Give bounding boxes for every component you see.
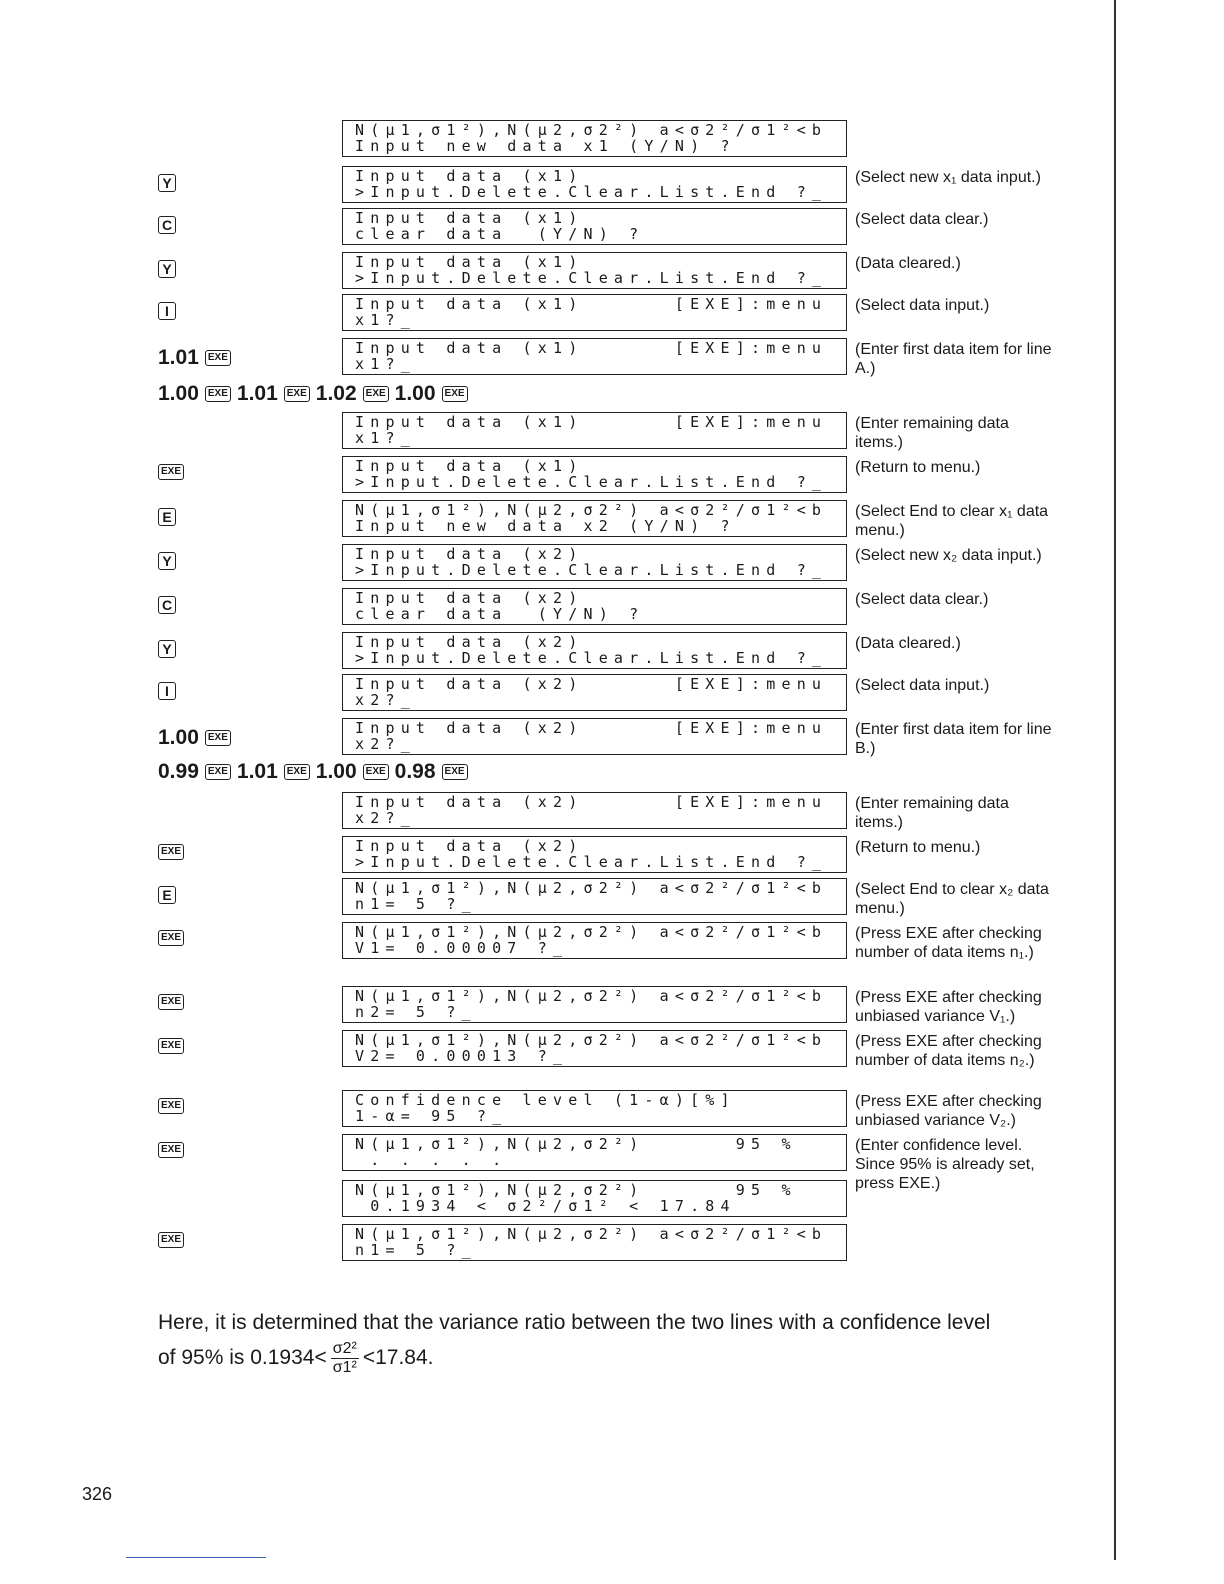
lcd-line: x2?_ — [355, 735, 416, 753]
key-sequence — [158, 174, 176, 192]
step-comment: (Data cleared.) — [855, 635, 961, 652]
lcd-line: Input data (x1) — [355, 167, 584, 185]
key-c-icon: C — [158, 216, 176, 234]
key-sequence — [158, 216, 176, 234]
lcd-line: Input data (x2) — [355, 837, 584, 855]
lcd-line: 0.1934 < σ2²/σ1² < 17.84 — [355, 1197, 736, 1215]
key-sequence — [158, 346, 231, 370]
step-comment: (Press EXE after checking unbiased variance V₁.) — [855, 989, 1042, 1025]
key-sequence — [158, 552, 176, 570]
key-entry-value: 1.00 — [158, 382, 199, 405]
key-exe-icon: EXE — [205, 386, 231, 402]
lcd-line: Input data (x2) — [355, 545, 584, 563]
lcd-display — [342, 294, 847, 331]
lcd-display — [342, 922, 847, 959]
lcd-line: N(μ1,σ1²),N(μ2,σ2²) 95 % — [355, 1135, 797, 1153]
lcd-line: Input data (x2) [EXE]:menu — [355, 793, 828, 811]
lcd-line: x2?_ — [355, 691, 416, 709]
key-e-icon: E — [158, 508, 176, 526]
key-c-icon: C — [158, 596, 176, 614]
key-exe-icon: EXE — [284, 764, 310, 780]
lcd-line: N(μ1,σ1²),N(μ2,σ2²) a<σ2²/σ1²<b — [355, 1031, 828, 1049]
step-comment: (Data cleared.) — [855, 255, 961, 272]
lcd-display — [342, 456, 847, 493]
step-comment: (Press EXE after checking number of data items n₂.) — [855, 1033, 1042, 1069]
key-sequence — [158, 302, 176, 320]
step-comment: (Enter first data item for line B.) — [855, 721, 1052, 757]
data-entry-sequence — [158, 760, 468, 784]
key-sequence — [158, 640, 176, 658]
lcd-display — [342, 1090, 847, 1127]
key-entry-value: 1.01 — [158, 346, 199, 369]
lcd-display — [342, 1030, 847, 1067]
key-exe-icon: EXE — [158, 994, 184, 1010]
lcd-display — [342, 412, 847, 449]
lcd-line: Input data (x2) [EXE]:menu — [355, 675, 828, 693]
key-exe-icon: EXE — [158, 1098, 184, 1114]
key-exe-icon: EXE — [205, 350, 231, 366]
key-sequence — [158, 886, 176, 904]
lcd-display — [342, 500, 847, 537]
key-exe-icon: EXE — [158, 844, 184, 860]
conclusion-line-1: Here, it is determined that the variance ratio between the two lines with a confidence level — [158, 1311, 991, 1334]
key-entry-value: 1.00 — [394, 382, 436, 405]
lcd-line: V1= 0.00007 ?_ — [355, 939, 569, 957]
page-number: 326 — [82, 1484, 113, 1504]
lcd-display — [342, 208, 847, 245]
lcd-display — [342, 836, 847, 873]
step-comment: (Select data input.) — [855, 297, 990, 314]
key-sequence — [158, 1098, 184, 1114]
right-margin-line — [1114, 0, 1116, 1560]
key-y-icon: Y — [158, 174, 176, 192]
fraction-denominator: σ1² — [332, 1359, 357, 1376]
lcd-line: >Input.Delete.Clear.List.End ?_ — [355, 561, 828, 579]
bottom-rule — [126, 1557, 266, 1558]
key-entry-value: 0.98 — [394, 760, 436, 783]
lcd-display — [342, 674, 847, 711]
step-comment: (Press EXE after checking unbiased variance V₂.) — [855, 1093, 1042, 1129]
lcd-line: n2= 5 ?_ — [355, 1003, 477, 1021]
lcd-line: >Input.Delete.Clear.List.End ?_ — [355, 269, 828, 287]
lcd-line: N(μ1,σ1²),N(μ2,σ2²) a<σ2²/σ1²<b — [355, 501, 828, 519]
lcd-line: n1= 5 ?_ — [355, 1241, 477, 1259]
lcd-display — [342, 986, 847, 1023]
lcd-line: >Input.Delete.Clear.List.End ?_ — [355, 183, 828, 201]
lcd-display — [342, 588, 847, 625]
lcd-line: Input data (x1) [EXE]:menu — [355, 339, 828, 357]
key-sequence — [158, 726, 231, 750]
lcd-line: x1?_ — [355, 429, 416, 447]
lcd-line: N(μ1,σ1²),N(μ2,σ2²) a<σ2²/σ1²<b — [355, 121, 828, 139]
step-comment: (Select data clear.) — [855, 211, 989, 228]
step-comment: (Select End to clear x₁ data menu.) — [855, 503, 1049, 539]
key-y-icon: Y — [158, 640, 176, 658]
key-entry-value: 0.99 — [158, 760, 199, 783]
step-comment: (Press EXE after checking number of data items n₁.) — [855, 925, 1042, 961]
lcd-display — [342, 718, 847, 755]
lcd-line: Input data (x2) — [355, 589, 584, 607]
lcd-line: x2?_ — [355, 809, 416, 827]
key-i-icon: I — [158, 682, 176, 700]
key-exe-icon: EXE — [158, 930, 184, 946]
key-entry-value: 1.01 — [236, 760, 278, 783]
lcd-line: clear data (Y/N) ? — [355, 225, 645, 243]
lcd-line: n1= 5 ?_ — [355, 895, 477, 913]
fraction-numerator: σ2² — [332, 1340, 357, 1357]
key-exe-icon: EXE — [158, 464, 184, 480]
lcd-line: Input data (x2) — [355, 633, 584, 651]
step-comment: (Select End to clear x₂ data menu.) — [855, 881, 1049, 917]
key-sequence — [158, 682, 176, 700]
lcd-display — [342, 166, 847, 203]
lcd-line: x1?_ — [355, 311, 416, 329]
key-sequence — [158, 260, 176, 278]
lcd-display — [342, 1134, 847, 1171]
lcd-line: . . . . . — [355, 1151, 508, 1169]
key-exe-icon: EXE — [363, 386, 389, 402]
conclusion-suffix: <17.84. — [362, 1346, 434, 1370]
key-sequence — [158, 930, 184, 946]
lcd-line: x1?_ — [355, 355, 416, 373]
lcd-line: N(μ1,σ1²),N(μ2,σ2²) 95 % — [355, 1181, 797, 1199]
key-exe-icon: EXE — [158, 1038, 184, 1054]
lcd-line: >Input.Delete.Clear.List.End ?_ — [355, 853, 828, 871]
lcd-display — [342, 120, 847, 157]
key-sequence — [158, 464, 184, 480]
key-sequence — [158, 596, 176, 614]
step-comment: (Enter confidence level. Since 95% is already set, press EXE.) — [855, 1137, 1035, 1192]
lcd-display — [342, 1224, 847, 1261]
lcd-display — [342, 544, 847, 581]
lcd-line: 1-α= 95 ?_ — [355, 1107, 508, 1125]
lcd-line: N(μ1,σ1²),N(μ2,σ2²) a<σ2²/σ1²<b — [355, 987, 828, 1005]
lcd-line: Input data (x1) — [355, 253, 584, 271]
conclusion-paragraph — [158, 1306, 1058, 1377]
lcd-display — [342, 878, 847, 915]
step-comment: (Return to menu.) — [855, 459, 981, 476]
lcd-display — [342, 632, 847, 669]
lcd-line: Input data (x1) [EXE]:menu — [355, 413, 828, 431]
conclusion-prefix: of 95% is 0.1934< — [158, 1346, 327, 1370]
key-exe-icon: EXE — [205, 764, 231, 780]
key-entry-value: 1.00 — [315, 760, 357, 783]
lcd-display — [342, 252, 847, 289]
key-i-icon: I — [158, 302, 176, 320]
lcd-line: clear data (Y/N) ? — [355, 605, 645, 623]
step-comment: (Select new x₂ data input.) — [855, 547, 1042, 564]
key-exe-icon: EXE — [284, 386, 310, 402]
key-sequence — [158, 1142, 184, 1158]
key-y-icon: Y — [158, 260, 176, 278]
key-y-icon: Y — [158, 552, 176, 570]
lcd-display — [342, 338, 847, 375]
lcd-line: Input new data x2 (Y/N) ? — [355, 517, 736, 535]
lcd-line: Input data (x1) [EXE]:menu — [355, 295, 828, 313]
lcd-line: Input data (x1) — [355, 457, 584, 475]
step-comment: (Select new x₁ data input.) — [855, 169, 1041, 186]
key-exe-icon: EXE — [363, 764, 389, 780]
key-exe-icon: EXE — [205, 730, 231, 746]
lcd-line: Input new data x1 (Y/N) ? — [355, 137, 736, 155]
lcd-display — [342, 792, 847, 829]
key-sequence — [158, 1232, 184, 1248]
lcd-line: Input data (x2) [EXE]:menu — [355, 719, 828, 737]
lcd-line: >Input.Delete.Clear.List.End ?_ — [355, 649, 828, 667]
key-exe-icon: EXE — [158, 1142, 184, 1158]
key-sequence — [158, 508, 176, 526]
key-sequence — [158, 844, 184, 860]
key-exe-icon: EXE — [442, 764, 468, 780]
key-entry-value: 1.00 — [158, 726, 199, 749]
key-sequence — [158, 994, 184, 1010]
step-comment: (Return to menu.) — [855, 839, 981, 856]
step-comment: (Enter remaining data items.) — [855, 415, 1009, 451]
key-e-icon: E — [158, 886, 176, 904]
key-sequence — [158, 1038, 184, 1054]
lcd-line: N(μ1,σ1²),N(μ2,σ2²) a<σ2²/σ1²<b — [355, 923, 828, 941]
key-exe-icon: EXE — [442, 386, 468, 402]
step-comment: (Enter remaining data items.) — [855, 795, 1009, 831]
lcd-line: Input data (x1) — [355, 209, 584, 227]
lcd-line: N(μ1,σ1²),N(μ2,σ2²) a<σ2²/σ1²<b — [355, 1225, 828, 1243]
variance-ratio-fraction — [331, 1340, 359, 1377]
lcd-line: >Input.Delete.Clear.List.End ?_ — [355, 473, 828, 491]
step-comment: (Select data clear.) — [855, 591, 989, 608]
lcd-display — [342, 1180, 847, 1217]
conclusion-line-2 — [158, 1340, 1058, 1377]
lcd-line: V2= 0.00013 ?_ — [355, 1047, 569, 1065]
key-entry-value: 1.02 — [315, 382, 357, 405]
key-exe-icon: EXE — [158, 1232, 184, 1248]
step-comment: (Select data input.) — [855, 677, 990, 694]
data-entry-sequence — [158, 382, 468, 406]
lcd-line: N(μ1,σ1²),N(μ2,σ2²) a<σ2²/σ1²<b — [355, 879, 828, 897]
key-entry-value: 1.01 — [236, 382, 278, 405]
lcd-line: Confidence level (1-α)[%] — [355, 1091, 736, 1109]
step-comment: (Enter first data item for line A.) — [855, 341, 1052, 377]
